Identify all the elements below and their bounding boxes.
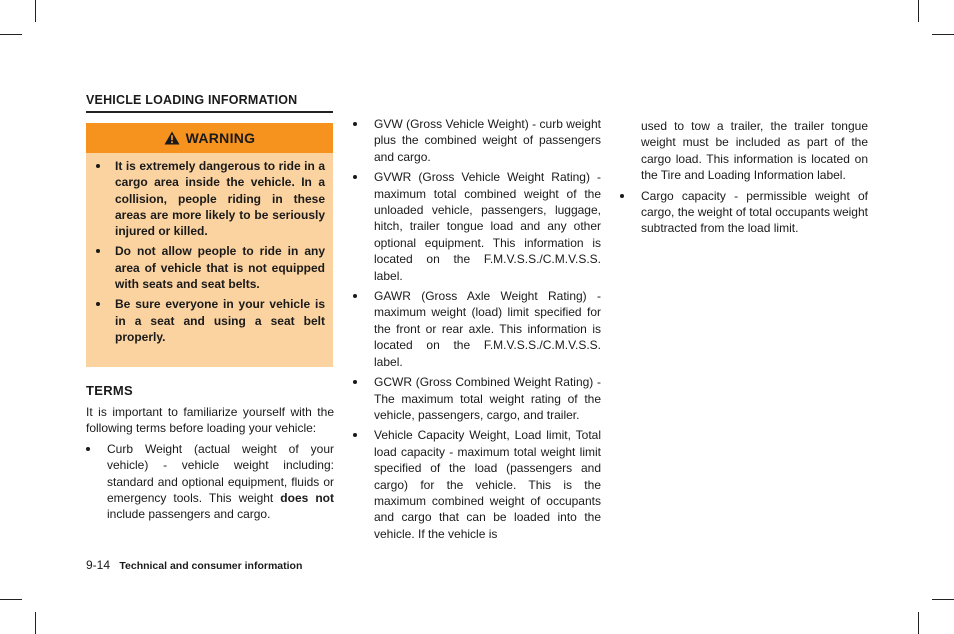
column-2 xyxy=(353,116,601,546)
crop-mark xyxy=(35,612,36,634)
term-vehicle-capacity: Vehicle Capacity Weight, Load limit, Total load capacity - maximum total weight limit specified of the load (passengers and cargo) for the vehicle. This is the maximum combined weight of occupants and cargo that can be loaded into the vehicle. If the vehicle is xyxy=(353,427,601,542)
term-gcwr: GCWR (Gross Combined Weight Rating) - The maximum total weight rating of the vehicle, passengers, cargo, and trailer. xyxy=(353,374,601,423)
bullet xyxy=(96,164,100,168)
bullet xyxy=(353,433,357,437)
terms-list-continued xyxy=(353,116,601,542)
terms-list xyxy=(86,441,334,523)
footer-section: Technical and consumer information xyxy=(119,560,303,572)
terms-list-end xyxy=(620,188,868,237)
warning-header xyxy=(86,123,333,153)
term-gvw: GVW (Gross Vehicle Weight) - curb weight plus the combined weight of passengers and cargo. xyxy=(353,116,601,165)
term-cargo-capacity: Cargo capacity - permissible weight of cargo, the weight of total occupants weight subtracted from the load limit. xyxy=(620,188,868,237)
warning-box xyxy=(86,123,333,367)
bullet xyxy=(620,194,624,198)
warning-label: WARNING xyxy=(185,130,256,146)
bullet xyxy=(96,249,100,253)
crop-mark xyxy=(0,34,22,35)
page-footer xyxy=(86,558,302,572)
bullet xyxy=(353,380,357,384)
section-title: VEHICLE LOADING INFORMATION xyxy=(86,93,333,113)
crop-mark xyxy=(35,0,36,22)
crop-mark xyxy=(918,0,919,22)
crop-mark xyxy=(932,34,954,35)
bullet xyxy=(353,294,357,298)
term-gawr: GAWR (Gross Axle Weight Rating) - maximum weight (load) limit specified for the front or rear axle. This information is located on the F.M.V.S.S./C.M.V.S.S. label. xyxy=(353,288,601,370)
crop-mark xyxy=(0,599,22,600)
bullet xyxy=(353,122,357,126)
terms-title: TERMS xyxy=(86,383,133,398)
warning-list xyxy=(86,153,333,345)
bullet xyxy=(86,447,90,451)
term-continuation: used to tow a trailer, the trailer tongue weight must be included as part of the cargo load. This information is located on the Tire and Loading Information label. xyxy=(641,119,868,183)
term-curb-weight: Curb Weight (actual weight of your vehicle) - vehicle weight including: standard and optional equipment, fluids or emergency tools. This weight does not include passengers and cargo. xyxy=(86,441,334,523)
crop-mark xyxy=(918,612,919,634)
warning-item: Be sure everyone in your vehicle is in a seat and using a seat belt properly. xyxy=(115,296,325,345)
column-1 xyxy=(86,404,334,527)
column-3 xyxy=(620,118,868,241)
term-gvwr: GVWR (Gross Vehicle Weight Rating) - maximum total combined weight of the unloaded vehicle, passengers, luggage, hitch, trailer tongue load and any other optional equipment. This information is located on the F.M.V.S.S./C.M.V.S.S. label. xyxy=(353,169,601,284)
terms-intro: It is important to familiarize yourself with the following terms before loading your vehicle: xyxy=(86,405,334,436)
bullet xyxy=(96,302,100,306)
page-number: 9-14 xyxy=(86,558,111,572)
warning-item: Do not allow people to ride in any area of vehicle that is not equipped with seats and seat belts. xyxy=(115,243,325,292)
bullet xyxy=(353,175,357,179)
crop-mark xyxy=(932,599,954,600)
warning-item: It is extremely dangerous to ride in a cargo area inside the vehicle. In a collision, people riding in these areas are more likely to be seriously injured or killed. xyxy=(115,158,325,239)
warning-triangle-icon xyxy=(164,131,180,145)
